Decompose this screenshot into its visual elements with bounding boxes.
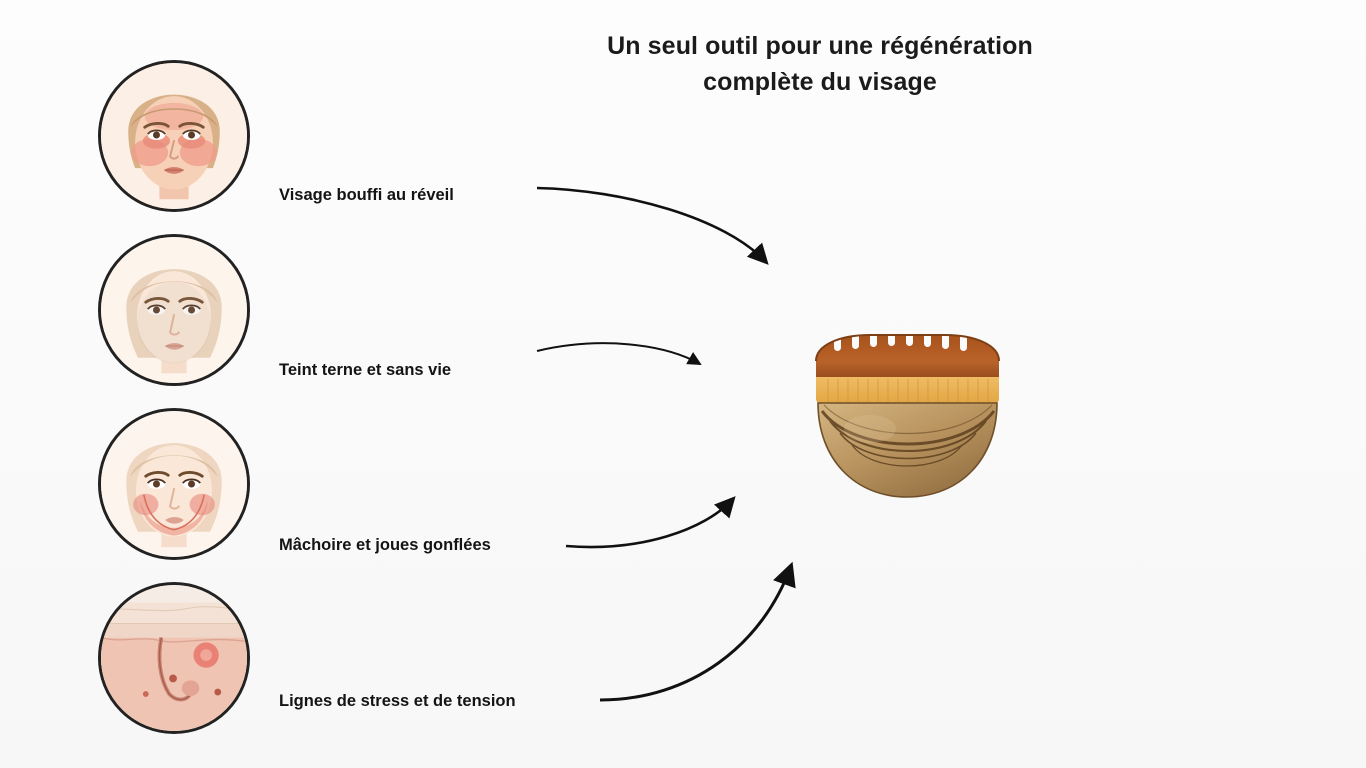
brush-comb	[816, 326, 999, 383]
wooden-face-brush-icon	[810, 325, 1005, 510]
arrow-stress-lines	[600, 566, 791, 700]
face-dull-illustration	[101, 237, 247, 383]
face-puffy-illustration	[101, 63, 247, 209]
brush-wood-handle	[818, 403, 997, 497]
illustration-circle-dull-complexion	[98, 234, 250, 386]
label-dull-complexion: Teint terne et sans vie	[279, 361, 452, 379]
arrow-swollen-jaw	[566, 499, 733, 547]
face-swollen-jaw-illustration	[101, 411, 247, 557]
illustration-circle-puffy-face	[98, 60, 250, 212]
label-puffy-face: Visage bouffi au réveil	[279, 186, 454, 204]
label-swollen-jaw: Mâchoire et joues gonflées	[279, 536, 491, 554]
arrow-dull-complexion	[537, 343, 700, 364]
arrow-puffy-face	[537, 188, 766, 262]
page-title-line-2: complète du visage	[703, 68, 937, 97]
page-title	[500, 28, 1140, 101]
skin-cross-section-illustration	[101, 585, 247, 731]
product-image	[810, 325, 1005, 510]
label-stress-lines: Lignes de stress et de tension	[279, 692, 516, 710]
illustration-circle-stress-lines	[98, 582, 250, 734]
illustration-circle-swollen-jaw	[98, 408, 250, 560]
page-title-line-1: Un seul outil pour une régénération	[607, 32, 1033, 60]
